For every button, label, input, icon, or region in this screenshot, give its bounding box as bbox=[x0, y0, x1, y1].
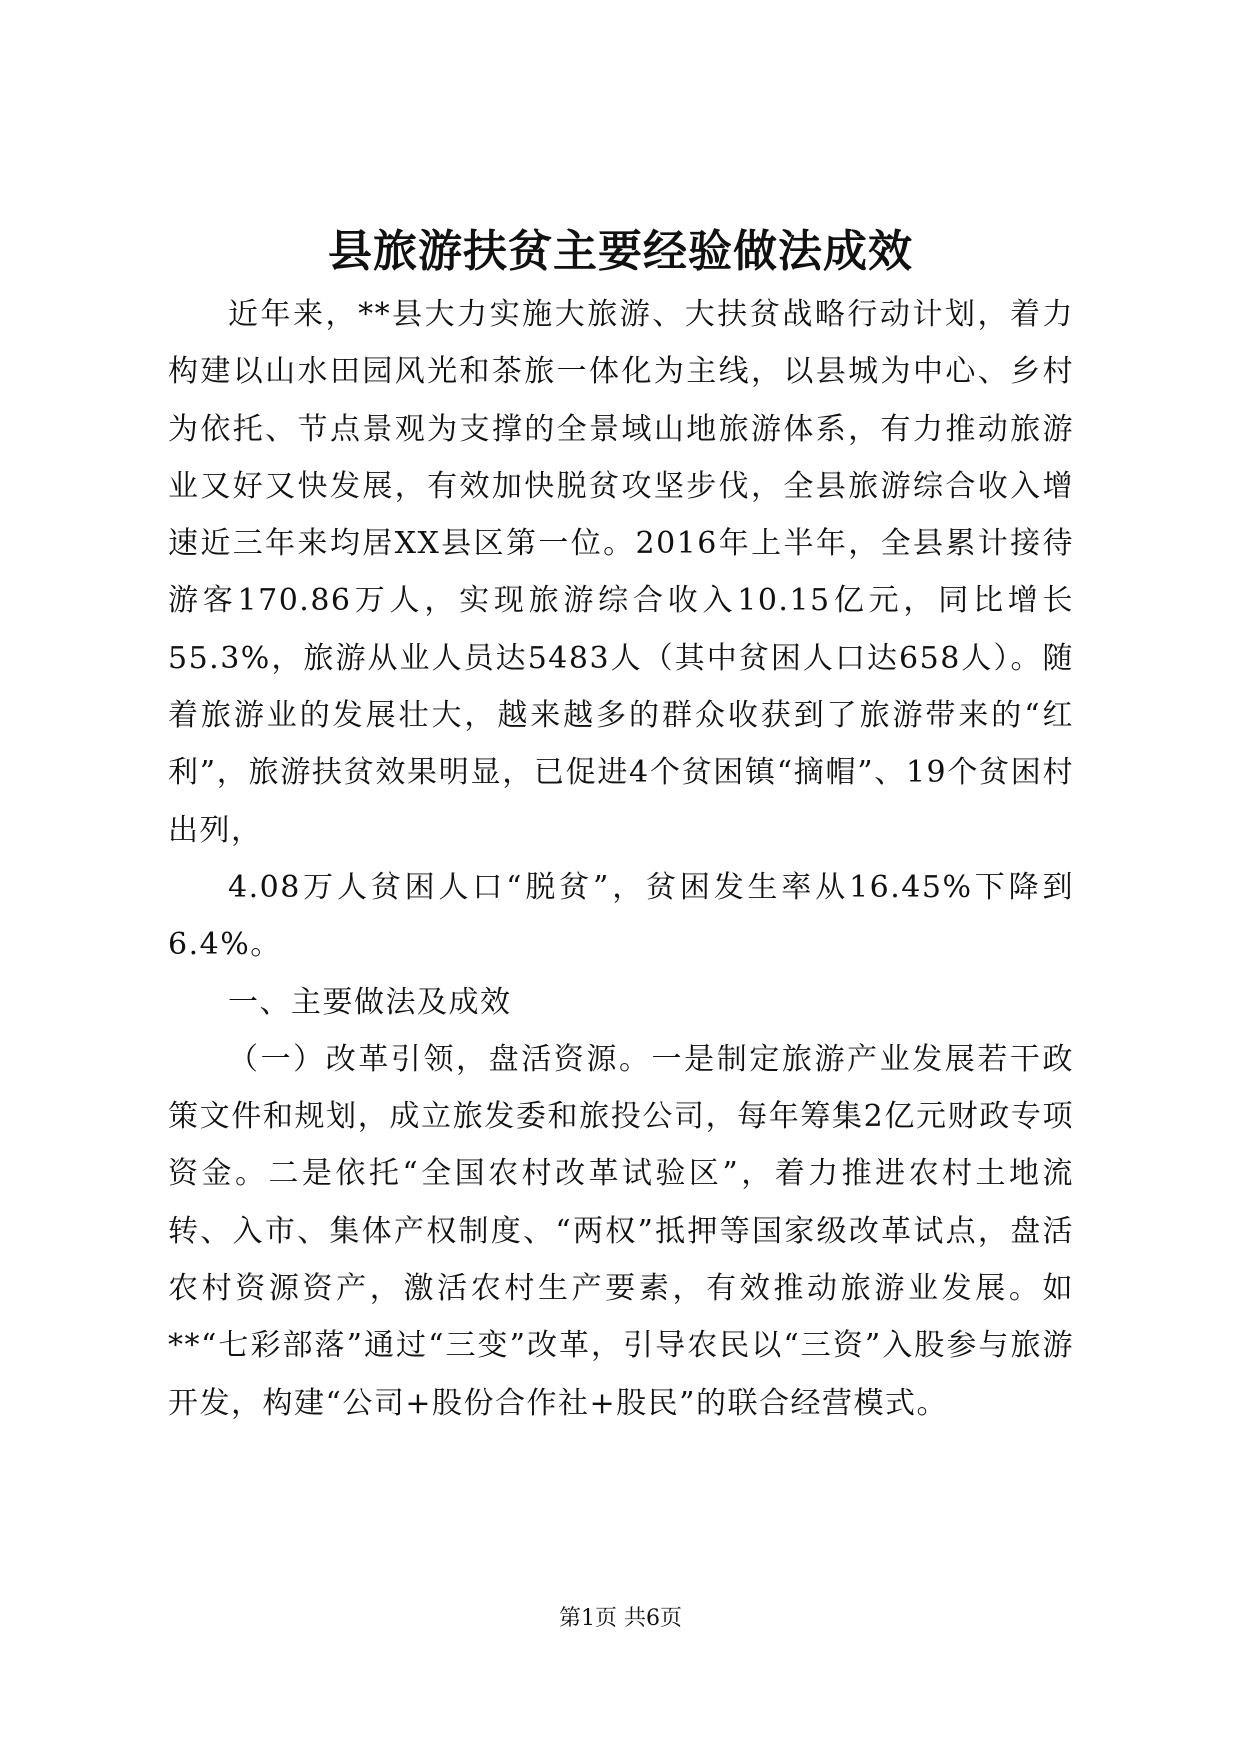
paragraph-reform: （一）改革引领，盘活资源。一是制定旅游产业发展若干政策文件和规划，成立旅发委和旅投公司，每年筹集2亿元财政专项资金。二是依托“全国农村改革试验区”，着力推进农村土地流转、入市、集体产权制度、“两权”抵押等国家级改革试点，盘活农村资源资产，激活农村生产要素，有效推动旅游业发展。如**“七彩部落”通过“三变”改革，引导农民以“三资”入股参与旅游开发，构建“公司+股份合作社+股民”的联合经营模式。 bbox=[168, 1041, 1074, 1421]
paragraph-poverty-stats: 4.08万人贫困人口“脱贫”，贫困发生率从16.45%下降到6.4%。 bbox=[168, 869, 1074, 963]
section-heading: 一、主要做法及成效 bbox=[228, 984, 512, 1020]
document-title: 县旅游扶贫主要经验做法成效 bbox=[328, 226, 913, 277]
page-number-footer: 第1页 共6页 bbox=[559, 1606, 682, 1631]
paragraph-intro: 近年来，**县大力实施大旅游、大扶贫战略行动计划，着力构建以山水田园风光和茶旅一体化为主线，以县城为中心、乡村为依托、节点景观为支撑的全景域山地旅游体系，有力推动旅游业又好又快发展，有效加快脱贫攻坚步伐，全县旅游综合收入增速近三年来均居XX县区第一位。2016年上半年，全县累计接待游客170.86万人，实现旅游综合收入10.15亿元，同比增长55.3%，旅游从业人员达5483人（其中贫困人口达658人）。随着旅游业的发展壮大，越来越多的群众收获到了旅游带来的“红利”，旅游扶贫效果明显，已促进4个贫困镇“摘帽”、19个贫困村出列， bbox=[168, 297, 1074, 848]
document-body bbox=[168, 286, 1074, 1432]
